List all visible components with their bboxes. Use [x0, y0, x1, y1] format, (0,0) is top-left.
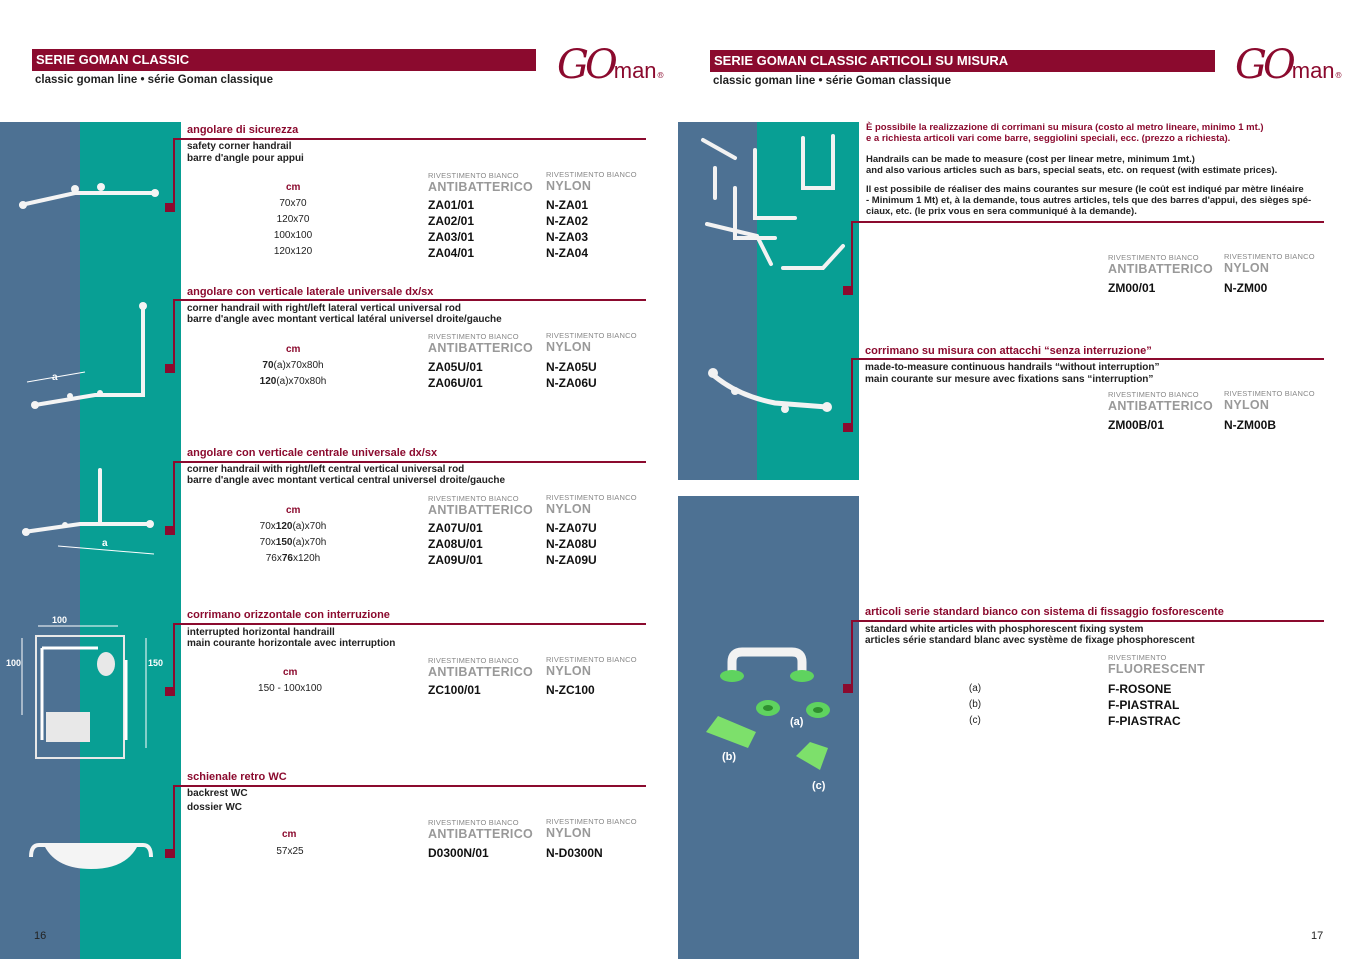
dim-cell: 57x25: [276, 846, 304, 857]
col1-big: ANTIBATTERICO: [1108, 399, 1214, 413]
continuous-handrail-image: [705, 365, 835, 420]
col2-small: RIVESTIMENTO BIANCO: [1224, 389, 1315, 398]
unit-cm: cm: [283, 667, 298, 678]
code-antibatterico: D0300N/01: [428, 846, 489, 860]
col1-small: RIVESTIMENTO BIANCO: [428, 656, 519, 665]
marker-line-r2: [851, 358, 853, 432]
dim-rest: (a)x70h: [292, 521, 327, 532]
code-nylon: N-ZA05U: [546, 360, 597, 374]
col2-big: NYLON: [546, 826, 592, 840]
dim-cell: 100x100: [273, 230, 313, 241]
section-desc-fr: barre d'angle pour appui: [187, 153, 304, 164]
col2-small: RIVESTIMENTO BIANCO: [546, 331, 637, 340]
fixing-label-b: (b): [722, 751, 737, 763]
logo-man: man: [613, 58, 657, 83]
dim-cell: [243, 521, 343, 532]
code-antibatterico: ZA01/01: [428, 198, 475, 212]
section-title: corrimano orizzontale con interruzione: [187, 609, 390, 621]
fixing-label-c: (c): [812, 780, 826, 792]
col2-big: NYLON: [546, 340, 592, 354]
bathroom-plan-image: [18, 620, 158, 770]
marker-line-3: [173, 461, 175, 535]
col1-big: ANTIBATTERICO: [428, 341, 534, 355]
section-rule-3: [173, 461, 646, 463]
col2-small: RIVESTIMENTO BIANCO: [546, 655, 637, 664]
left-logo: [557, 42, 665, 88]
section-desc-en: corner handrail with right/left central vertical universal rod: [187, 464, 465, 475]
lateral-rod-handrail-image: [25, 300, 155, 415]
col1-small: RIVESTIMENTO BIANCO: [428, 494, 519, 503]
central-rod-label-a: a: [102, 538, 108, 549]
right-logo: [1235, 42, 1343, 88]
col2-small: RIVESTIMENTO BIANCO: [546, 493, 637, 502]
code-antibatterico: ZA09U/01: [428, 553, 483, 567]
fixing-key: (b): [968, 699, 982, 710]
section-desc-fr: dossier WC: [187, 802, 243, 813]
section-title: angolare di sicurezza: [187, 124, 299, 136]
unit-cm: cm: [282, 829, 297, 840]
custom-handrails-image: [695, 128, 850, 278]
dim-cell: 120x70: [276, 214, 310, 225]
section-desc-en: standard white articles with phosphorescent fixing system: [865, 624, 1144, 635]
col2-big: NYLON: [1224, 261, 1270, 275]
intro-it-line: e a richiesta articoli vari come barre, seggiolini speciali, ecc. (prezzo a richiesta).: [866, 133, 1231, 144]
logo-reg: ®: [1334, 71, 1343, 80]
code-nylon: N-ZA09U: [546, 553, 597, 567]
section-rule-r1: [851, 221, 1324, 223]
col2-small: RIVESTIMENTO BIANCO: [546, 170, 637, 179]
dim-cell: 150 - 100x100: [258, 683, 322, 694]
plan-label-top: 100: [52, 615, 68, 625]
dim-bold: 120: [259, 376, 277, 387]
code-antibatterico: ZA03/01: [428, 230, 475, 244]
marker-line-r3: [851, 620, 853, 693]
marker-line-r1: [851, 221, 853, 295]
dim-cell: 70x70: [279, 198, 307, 209]
section-rule-4: [173, 623, 646, 625]
section-title: corrimano su misura con attacchi “senza interruzione”: [865, 345, 1152, 357]
section-desc-fr: barre d'angle avec montant vertical latéral universel droite/gauche: [187, 314, 502, 325]
section-rule-5: [173, 785, 646, 787]
intro-en-line: Handrails can be made to measure (cost per linear metre, minimum 1mt.): [866, 154, 1195, 165]
dim-cell: [243, 360, 343, 371]
intro-fr-line: Il est possibile de réaliser des mains courantes sur mesure (le coût est indiqué par mètre linéaire: [866, 184, 1304, 195]
intro-fr-line: ciaux, etc. (le prix vous en sera communiqué à la demande).: [866, 206, 1137, 217]
dim-cell: 120x120: [273, 246, 313, 257]
col1-big: ANTIBATTERICO: [428, 827, 534, 841]
logo-go: GO: [557, 42, 614, 88]
page-number-left: 16: [34, 930, 47, 942]
intro-en-line: and also various articles such as bars, special seats, etc. on request (with estimate prices).: [866, 165, 1278, 176]
fixing-key: (a): [968, 683, 982, 694]
wc-backrest-image: [25, 835, 157, 875]
col1-big: ANTIBATTERICO: [1108, 262, 1214, 276]
dim-rest: (a)x70h: [292, 537, 327, 548]
dim-pre: 70x: [259, 521, 276, 532]
code-nylon: N-ZA02: [546, 214, 589, 228]
intro-it-line: È possibile la realizzazione di corrimani su misura (costo al metro lineare, minimo 1 mt.): [866, 122, 1264, 133]
fixing-code: F-PIASTRAL: [1108, 698, 1180, 712]
code-antibatterico: ZC100/01: [428, 683, 481, 697]
right-header-subtitle: classic goman line • série Goman classique: [713, 75, 951, 87]
code-antibatterico: ZA04/01: [428, 246, 475, 260]
intro-fr-line: - Minimum 1 Mt) et, à la demande, tous autres articles, tels que des barres d'appui, des sièges spé-: [866, 195, 1312, 206]
fixing-code: F-PIASTRAC: [1108, 714, 1181, 728]
code-nylon: N-ZM00B: [1224, 418, 1277, 432]
fixing-key: (c): [969, 715, 981, 726]
section-desc-fr: main courante horizontale avec interruption: [187, 638, 396, 649]
code-antibatterico: ZM00/01: [1108, 281, 1156, 295]
left-header-bar: SERIE GOMAN CLASSIC: [32, 49, 536, 71]
dim-rest: (a)x70x80h: [276, 376, 327, 387]
section-title: angolare con verticale laterale universale dx/sx: [187, 286, 434, 298]
code-nylon: N-ZA04: [546, 246, 589, 260]
marker-line-1: [173, 138, 175, 212]
unit-cm: cm: [286, 182, 301, 193]
lateral-rod-label-a: a: [52, 372, 58, 383]
dim-bold: 70: [262, 360, 274, 371]
code-antibatterico: ZM00B/01: [1108, 418, 1165, 432]
code-nylon: N-ZA06U: [546, 376, 597, 390]
central-rod-handrail-image: [20, 462, 160, 562]
dim-bold: 76: [281, 553, 293, 564]
dim-pre: 70x: [259, 537, 276, 548]
logo-man: man: [1291, 58, 1335, 83]
section-rule-1: [173, 138, 646, 140]
dim-bold: 150: [275, 537, 293, 548]
section-rule-r2: [851, 358, 1324, 360]
fixing-label-a: (a): [790, 716, 804, 728]
col1-big: ANTIBATTERICO: [428, 180, 534, 194]
code-antibatterico: ZA02/01: [428, 214, 475, 228]
col1-small: RIVESTIMENTO BIANCO: [1108, 390, 1199, 399]
col-big: FLUORESCENT: [1108, 662, 1206, 676]
col2-big: NYLON: [1224, 398, 1270, 412]
col1-big: ANTIBATTERICO: [428, 503, 534, 517]
section-title: schienale retro WC: [187, 771, 287, 783]
marker-line-5: [173, 785, 175, 858]
section-desc-fr: main courante sur mesure avec fixations sans “interruption”: [865, 374, 1154, 385]
code-antibatterico: ZA08U/01: [428, 537, 483, 551]
left-header-subtitle: classic goman line • série Goman classique: [35, 74, 273, 86]
logo-reg: ®: [656, 71, 665, 80]
section-desc-en: backrest WC: [187, 788, 248, 799]
unit-cm: cm: [286, 505, 301, 516]
section-rule-r3: [851, 620, 1324, 622]
col1-big: ANTIBATTERICO: [428, 665, 534, 679]
code-nylon: N-ZC100: [546, 683, 595, 697]
section-desc-fr: articles série standard blanc avec système de fixage phosphorescent: [865, 635, 1195, 646]
plan-label-right: 150: [148, 658, 164, 668]
plan-label-left: 100: [6, 658, 22, 668]
dim-pre: 76x: [265, 553, 282, 564]
marker-line-2: [173, 299, 175, 373]
dim-bold: 120: [275, 521, 293, 532]
col1-small: RIVESTIMENTO BIANCO: [428, 332, 519, 341]
col1-small: RIVESTIMENTO BIANCO: [1108, 253, 1199, 262]
corner-handrail-image: [15, 175, 165, 215]
section-desc-en: corner handrail with right/left lateral vertical universal rod: [187, 303, 461, 314]
dim-cell: [243, 376, 343, 387]
section-desc-fr: barre d'angle avec montant vertical central universel droite/gauche: [187, 475, 506, 486]
dim-rest: x120h: [293, 553, 321, 564]
col1-small: RIVESTIMENTO BIANCO: [428, 818, 519, 827]
code-antibatterico: ZA06U/01: [428, 376, 483, 390]
marker-line-4: [173, 623, 175, 696]
section-rule-2: [173, 299, 646, 301]
code-nylon: N-ZA01: [546, 198, 589, 212]
section-desc-en: interrupted horizontal handraill: [187, 627, 335, 638]
code-nylon: N-ZA08U: [546, 537, 597, 551]
dim-cell: [243, 553, 343, 564]
col2-big: NYLON: [546, 502, 592, 516]
code-antibatterico: ZA05U/01: [428, 360, 483, 374]
col2-big: NYLON: [546, 179, 592, 193]
dim-cell: [243, 537, 343, 548]
section-desc-en: made-to-measure continuous handrails “without interruption”: [865, 362, 1160, 373]
col2-small: RIVESTIMENTO BIANCO: [546, 817, 637, 826]
col1-small: RIVESTIMENTO BIANCO: [428, 171, 519, 180]
page-number-right: 17: [1311, 930, 1324, 942]
logo-go: GO: [1235, 42, 1292, 88]
code-antibatterico: ZA07U/01: [428, 521, 483, 535]
code-nylon: N-ZA03: [546, 230, 589, 244]
dim-rest: (a)x70x80h: [273, 360, 324, 371]
col-small: RIVESTIMENTO: [1108, 653, 1167, 662]
col2-big: NYLON: [546, 664, 592, 678]
code-nylon: N-ZM00: [1224, 281, 1268, 295]
unit-cm: cm: [286, 344, 301, 355]
col2-small: RIVESTIMENTO BIANCO: [1224, 252, 1315, 261]
fluorescent-fixings-image: [700, 648, 840, 778]
section-desc-en: safety corner handrail: [187, 141, 292, 152]
right-header-bar: SERIE GOMAN CLASSIC ARTICOLI SU MISURA: [710, 50, 1215, 72]
section-title: angolare con verticale centrale universale dx/sx: [187, 447, 438, 459]
code-nylon: N-ZA07U: [546, 521, 597, 535]
code-nylon: N-D0300N: [546, 846, 603, 860]
section-title: articoli serie standard bianco con sistema di fissaggio fosforescente: [865, 606, 1224, 618]
fixing-code: F-ROSONE: [1108, 682, 1172, 696]
